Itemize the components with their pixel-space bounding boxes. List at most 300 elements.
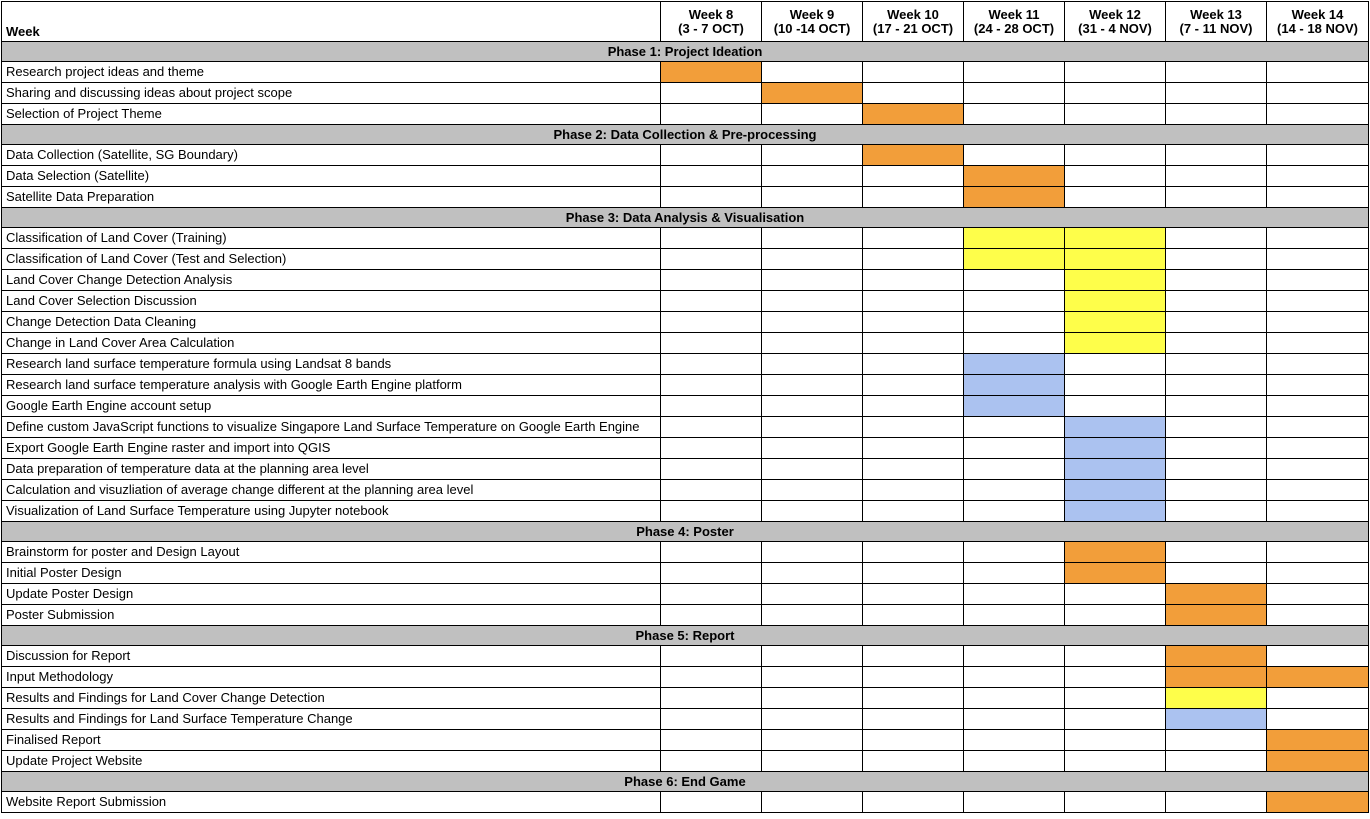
gantt-bar-orange	[964, 187, 1065, 208]
gantt-cell-empty	[762, 501, 863, 522]
gantt-cell-empty	[863, 751, 964, 772]
gantt-cell-empty	[661, 166, 762, 187]
week-date-range: (3 - 7 OCT)	[678, 20, 744, 36]
task-label: Finalised Report	[2, 730, 661, 751]
task-row	[2, 501, 1369, 522]
gantt-cell-empty	[863, 646, 964, 667]
task-row	[2, 166, 1369, 187]
phase-title: Phase 4: Poster	[2, 522, 1369, 542]
phase-row	[2, 522, 1369, 542]
gantt-cell-empty	[1267, 270, 1369, 291]
gantt-cell-empty	[1166, 354, 1267, 375]
gantt-cell-empty	[1267, 104, 1369, 125]
gantt-cell-empty	[1065, 667, 1166, 688]
gantt-bar-orange	[863, 145, 964, 166]
gantt-cell-empty	[661, 249, 762, 270]
gantt-cell-empty	[762, 584, 863, 605]
gantt-cell-empty	[863, 438, 964, 459]
gantt-cell-empty	[762, 270, 863, 291]
gantt-cell-empty	[863, 459, 964, 480]
gantt-bar-yellow	[1065, 270, 1166, 291]
task-row	[2, 270, 1369, 291]
phase-title: Phase 1: Project Ideation	[2, 42, 1369, 62]
gantt-cell-empty	[1166, 62, 1267, 83]
gantt-table	[1, 1, 1369, 813]
gantt-cell-empty	[762, 145, 863, 166]
gantt-cell-empty	[1065, 688, 1166, 709]
gantt-bar-orange	[964, 166, 1065, 187]
task-row	[2, 145, 1369, 166]
task-label: Sharing and discussing ideas about project scope	[2, 83, 661, 104]
task-row	[2, 480, 1369, 501]
gantt-cell-empty	[1267, 333, 1369, 354]
gantt-cell-empty	[1267, 709, 1369, 730]
week-column-header	[1065, 2, 1166, 42]
task-label: Classification of Land Cover (Test and Selection)	[2, 249, 661, 270]
gantt-bar-yellow	[1065, 312, 1166, 333]
gantt-cell-empty	[1166, 145, 1267, 166]
gantt-cell-empty	[1166, 333, 1267, 354]
gantt-cell-empty	[762, 751, 863, 772]
gantt-cell-empty	[661, 187, 762, 208]
gantt-cell-empty	[762, 104, 863, 125]
task-row	[2, 605, 1369, 626]
gantt-cell-empty	[1267, 166, 1369, 187]
task-row	[2, 730, 1369, 751]
gantt-cell-empty	[1166, 480, 1267, 501]
gantt-cell-empty	[863, 354, 964, 375]
gantt-bar-blue	[964, 396, 1065, 417]
gantt-cell-empty	[1166, 375, 1267, 396]
gantt-bar-yellow	[1065, 333, 1166, 354]
gantt-cell-empty	[863, 542, 964, 563]
task-label: Initial Poster Design	[2, 563, 661, 584]
gantt-cell-empty	[762, 396, 863, 417]
gantt-cell-empty	[1166, 501, 1267, 522]
gantt-cell-empty	[762, 228, 863, 249]
gantt-cell-empty	[1267, 417, 1369, 438]
gantt-cell-empty	[964, 501, 1065, 522]
task-label: Research land surface temperature analysis with Google Earth Engine platform	[2, 375, 661, 396]
task-row	[2, 792, 1369, 813]
gantt-cell-empty	[661, 563, 762, 584]
gantt-cell-empty	[1166, 166, 1267, 187]
gantt-cell-empty	[1166, 730, 1267, 751]
gantt-cell-empty	[762, 792, 863, 813]
gantt-cell-empty	[1166, 291, 1267, 312]
gantt-bar-blue	[1065, 438, 1166, 459]
gantt-bar-yellow	[964, 249, 1065, 270]
gantt-bar-orange	[1065, 563, 1166, 584]
task-label: Update Poster Design	[2, 584, 661, 605]
gantt-cell-empty	[1267, 688, 1369, 709]
gantt-bar-blue	[1065, 480, 1166, 501]
gantt-cell-empty	[661, 312, 762, 333]
gantt-bar-blue	[1065, 417, 1166, 438]
gantt-cell-empty	[762, 166, 863, 187]
week-name: Week 11	[988, 6, 1040, 22]
phase-title: Phase 6: End Game	[2, 772, 1369, 792]
gantt-cell-empty	[1065, 62, 1166, 83]
phase-title: Phase 2: Data Collection & Pre-processing	[2, 125, 1369, 145]
gantt-cell-empty	[1166, 438, 1267, 459]
gantt-cell-empty	[1166, 312, 1267, 333]
gantt-cell-empty	[762, 542, 863, 563]
gantt-cell-empty	[1166, 542, 1267, 563]
gantt-cell-empty	[762, 459, 863, 480]
gantt-cell-empty	[1267, 187, 1369, 208]
gantt-cell-empty	[964, 688, 1065, 709]
task-label: Update Project Website	[2, 751, 661, 772]
week-date-range: (7 - 11 NOV)	[1179, 20, 1253, 36]
gantt-cell-empty	[661, 730, 762, 751]
gantt-cell-empty	[863, 62, 964, 83]
phase-title: Phase 5: Report	[2, 626, 1369, 646]
gantt-cell-empty	[863, 396, 964, 417]
gantt-cell-empty	[1166, 104, 1267, 125]
task-label: Land Cover Selection Discussion	[2, 291, 661, 312]
gantt-cell-empty	[863, 187, 964, 208]
task-label: Visualization of Land Surface Temperature using Jupyter notebook	[2, 501, 661, 522]
week-column-header	[1267, 2, 1369, 42]
gantt-cell-empty	[863, 792, 964, 813]
gantt-bar-orange	[1065, 542, 1166, 563]
week-column-header	[863, 2, 964, 42]
gantt-bar-yellow	[1166, 688, 1267, 709]
header-row	[2, 2, 1369, 42]
gantt-bar-yellow	[964, 228, 1065, 249]
gantt-cell-empty	[1065, 354, 1166, 375]
week-column-header	[762, 2, 863, 42]
phase-row	[2, 626, 1369, 646]
task-row	[2, 459, 1369, 480]
gantt-cell-empty	[762, 563, 863, 584]
gantt-bar-orange	[1267, 730, 1369, 751]
gantt-bar-blue	[964, 375, 1065, 396]
gantt-cell-empty	[762, 730, 863, 751]
gantt-cell-empty	[661, 145, 762, 166]
task-row	[2, 584, 1369, 605]
gantt-cell-empty	[661, 228, 762, 249]
task-row	[2, 417, 1369, 438]
gantt-cell-empty	[1065, 375, 1166, 396]
gantt-cell-empty	[762, 62, 863, 83]
gantt-cell-empty	[1166, 417, 1267, 438]
task-label: Data Selection (Satellite)	[2, 166, 661, 187]
gantt-bar-blue	[964, 354, 1065, 375]
gantt-cell-empty	[863, 166, 964, 187]
gantt-cell-empty	[762, 709, 863, 730]
gantt-cell-empty	[762, 354, 863, 375]
phase-title: Phase 3: Data Analysis & Visualisation	[2, 208, 1369, 228]
gantt-cell-empty	[762, 688, 863, 709]
gantt-cell-empty	[863, 688, 964, 709]
task-row	[2, 375, 1369, 396]
gantt-cell-empty	[762, 646, 863, 667]
gantt-cell-empty	[863, 584, 964, 605]
gantt-cell-empty	[762, 480, 863, 501]
task-label: Data preparation of temperature data at the planning area level	[2, 459, 661, 480]
gantt-bar-orange	[863, 104, 964, 125]
gantt-cell-empty	[762, 249, 863, 270]
gantt-cell-empty	[1267, 62, 1369, 83]
gantt-cell-empty	[661, 501, 762, 522]
task-label: Results and Findings for Land Surface Temperature Change	[2, 709, 661, 730]
task-label: Research project ideas and theme	[2, 62, 661, 83]
gantt-cell-empty	[661, 83, 762, 104]
gantt-cell-empty	[661, 396, 762, 417]
task-label: Results and Findings for Land Cover Change Detection	[2, 688, 661, 709]
task-row	[2, 354, 1369, 375]
gantt-cell-empty	[1267, 396, 1369, 417]
gantt-cell-empty	[762, 312, 863, 333]
gantt-cell-empty	[1267, 249, 1369, 270]
gantt-cell-empty	[964, 563, 1065, 584]
gantt-cell-empty	[964, 667, 1065, 688]
gantt-cell-empty	[1267, 605, 1369, 626]
gantt-cell-empty	[1166, 792, 1267, 813]
gantt-cell-empty	[661, 751, 762, 772]
task-row	[2, 709, 1369, 730]
task-row	[2, 542, 1369, 563]
task-label: Calculation and visuzliation of average change different at the planning area level	[2, 480, 661, 501]
gantt-cell-empty	[1166, 396, 1267, 417]
task-row	[2, 438, 1369, 459]
week-name: Week 8	[688, 6, 734, 22]
week-date-range: (24 - 28 OCT)	[973, 20, 1055, 36]
gantt-cell-empty	[1166, 459, 1267, 480]
task-row	[2, 563, 1369, 584]
week-name: Week 14	[1291, 6, 1344, 22]
gantt-cell-empty	[661, 104, 762, 125]
gantt-cell-empty	[762, 438, 863, 459]
week-column-header	[661, 2, 762, 42]
gantt-bar-orange	[1267, 667, 1369, 688]
gantt-cell-empty	[1065, 709, 1166, 730]
week-date-range: (31 - 4 NOV)	[1078, 20, 1152, 36]
gantt-cell-empty	[964, 542, 1065, 563]
gantt-cell-empty	[1065, 605, 1166, 626]
gantt-cell-empty	[661, 291, 762, 312]
gantt-cell-empty	[1065, 166, 1166, 187]
gantt-cell-empty	[762, 417, 863, 438]
week-name: Week 12	[1089, 6, 1141, 22]
gantt-cell-empty	[661, 605, 762, 626]
gantt-cell-empty	[661, 667, 762, 688]
task-row	[2, 646, 1369, 667]
gantt-cell-empty	[661, 584, 762, 605]
gantt-cell-empty	[863, 480, 964, 501]
gantt-cell-empty	[1267, 354, 1369, 375]
gantt-cell-empty	[863, 249, 964, 270]
task-label: Export Google Earth Engine raster and import into QGIS	[2, 438, 661, 459]
task-label: Land Cover Change Detection Analysis	[2, 270, 661, 291]
gantt-cell-empty	[661, 333, 762, 354]
gantt-cell-empty	[1065, 751, 1166, 772]
gantt-cell-empty	[863, 730, 964, 751]
gantt-cell-empty	[964, 104, 1065, 125]
week-column-header	[1166, 2, 1267, 42]
phase-row	[2, 42, 1369, 62]
gantt-cell-empty	[1267, 312, 1369, 333]
gantt-cell-empty	[964, 459, 1065, 480]
task-label: Selection of Project Theme	[2, 104, 661, 125]
gantt-cell-empty	[661, 480, 762, 501]
gantt-bar-blue	[1065, 459, 1166, 480]
gantt-cell-empty	[1065, 145, 1166, 166]
task-row	[2, 312, 1369, 333]
gantt-bar-orange	[762, 83, 863, 104]
week-date-range: (17 - 21 OCT)	[872, 20, 954, 36]
gantt-cell-empty	[863, 605, 964, 626]
gantt-cell-empty	[661, 459, 762, 480]
task-label: Data Collection (Satellite, SG Boundary)	[2, 145, 661, 166]
gantt-cell-empty	[964, 480, 1065, 501]
gantt-cell-empty	[964, 438, 1065, 459]
gantt-bar-orange	[1166, 667, 1267, 688]
task-label: Define custom JavaScript functions to visualize Singapore Land Surface Temperature on Google Earth Engine	[2, 417, 661, 438]
gantt-bar-orange	[1267, 751, 1369, 772]
gantt-cell-empty	[1065, 396, 1166, 417]
gantt-cell-empty	[1267, 542, 1369, 563]
gantt-cell-empty	[762, 187, 863, 208]
gantt-cell-empty	[661, 375, 762, 396]
gantt-cell-empty	[1065, 646, 1166, 667]
week-name: Week 9	[789, 6, 835, 22]
gantt-cell-empty	[964, 270, 1065, 291]
task-label: Input Methodology	[2, 667, 661, 688]
gantt-cell-empty	[1267, 459, 1369, 480]
task-row	[2, 249, 1369, 270]
phase-row	[2, 125, 1369, 145]
gantt-cell-empty	[964, 792, 1065, 813]
gantt-cell-empty	[964, 312, 1065, 333]
task-row	[2, 228, 1369, 249]
gantt-cell-empty	[964, 709, 1065, 730]
gantt-cell-empty	[661, 438, 762, 459]
gantt-cell-empty	[1166, 228, 1267, 249]
gantt-cell-empty	[1267, 501, 1369, 522]
gantt-cell-empty	[661, 270, 762, 291]
gantt-cell-empty	[1065, 730, 1166, 751]
gantt-bar-blue	[1065, 501, 1166, 522]
gantt-cell-empty	[863, 312, 964, 333]
gantt-bar-yellow	[1065, 249, 1166, 270]
gantt-cell-empty	[1267, 438, 1369, 459]
gantt-cell-empty	[964, 730, 1065, 751]
task-label: Brainstorm for poster and Design Layout	[2, 542, 661, 563]
gantt-cell-empty	[863, 709, 964, 730]
week-column-header	[964, 2, 1065, 42]
task-label: Research land surface temperature formula using Landsat 8 bands	[2, 354, 661, 375]
gantt-body	[2, 42, 1369, 813]
gantt-cell-empty	[863, 563, 964, 584]
task-row	[2, 291, 1369, 312]
gantt-cell-empty	[863, 333, 964, 354]
gantt-cell-empty	[1267, 228, 1369, 249]
gantt-cell-empty	[1267, 480, 1369, 501]
gantt-cell-empty	[1267, 584, 1369, 605]
phase-row	[2, 208, 1369, 228]
gantt-cell-empty	[1065, 792, 1166, 813]
gantt-cell-empty	[964, 291, 1065, 312]
gantt-cell-empty	[964, 333, 1065, 354]
phase-row	[2, 772, 1369, 792]
gantt-cell-empty	[661, 542, 762, 563]
gantt-cell-empty	[964, 62, 1065, 83]
week-date-range: (14 - 18 NOV)	[1277, 20, 1358, 36]
task-label: Change in Land Cover Area Calculation	[2, 333, 661, 354]
task-row	[2, 751, 1369, 772]
gantt-cell-empty	[964, 751, 1065, 772]
task-label: Poster Submission	[2, 605, 661, 626]
gantt-cell-empty	[1166, 563, 1267, 584]
gantt-cell-empty	[964, 417, 1065, 438]
week-name: Week 10	[887, 6, 939, 22]
gantt-cell-empty	[1065, 187, 1166, 208]
task-label: Website Report Submission	[2, 792, 661, 813]
gantt-cell-empty	[661, 646, 762, 667]
gantt-cell-empty	[1166, 270, 1267, 291]
task-row	[2, 187, 1369, 208]
gantt-bar-orange	[1267, 792, 1369, 813]
gantt-cell-empty	[964, 145, 1065, 166]
gantt-bar-yellow	[1065, 228, 1166, 249]
gantt-cell-empty	[1267, 145, 1369, 166]
gantt-cell-empty	[863, 228, 964, 249]
gantt-cell-empty	[863, 83, 964, 104]
gantt-cell-empty	[1166, 751, 1267, 772]
gantt-bar-blue	[1166, 709, 1267, 730]
task-label: Satellite Data Preparation	[2, 187, 661, 208]
week-header-label: Week	[2, 2, 661, 42]
gantt-cell-empty	[1065, 83, 1166, 104]
task-row	[2, 396, 1369, 417]
gantt-cell-empty	[661, 709, 762, 730]
gantt-bar-yellow	[1065, 291, 1166, 312]
gantt-cell-empty	[863, 667, 964, 688]
task-label: Google Earth Engine account setup	[2, 396, 661, 417]
task-label: Change Detection Data Cleaning	[2, 312, 661, 333]
gantt-cell-empty	[964, 646, 1065, 667]
task-label: Classification of Land Cover (Training)	[2, 228, 661, 249]
gantt-cell-empty	[863, 375, 964, 396]
gantt-bar-orange	[1166, 584, 1267, 605]
gantt-cell-empty	[964, 605, 1065, 626]
gantt-cell-empty	[863, 270, 964, 291]
week-date-range: (10 -14 OCT)	[773, 20, 851, 36]
task-row	[2, 667, 1369, 688]
gantt-cell-empty	[762, 605, 863, 626]
gantt-cell-empty	[1267, 291, 1369, 312]
gantt-cell-empty	[863, 291, 964, 312]
task-row	[2, 688, 1369, 709]
task-row	[2, 83, 1369, 104]
gantt-cell-empty	[661, 792, 762, 813]
task-row	[2, 104, 1369, 125]
gantt-cell-empty	[1166, 83, 1267, 104]
gantt-cell-empty	[1267, 646, 1369, 667]
gantt-cell-empty	[1065, 104, 1166, 125]
task-label: Discussion for Report	[2, 646, 661, 667]
gantt-cell-empty	[661, 417, 762, 438]
gantt-bar-orange	[1166, 646, 1267, 667]
gantt-cell-empty	[661, 354, 762, 375]
week-name: Week 13	[1190, 6, 1242, 22]
gantt-cell-empty	[762, 667, 863, 688]
gantt-cell-empty	[1065, 584, 1166, 605]
task-row	[2, 333, 1369, 354]
